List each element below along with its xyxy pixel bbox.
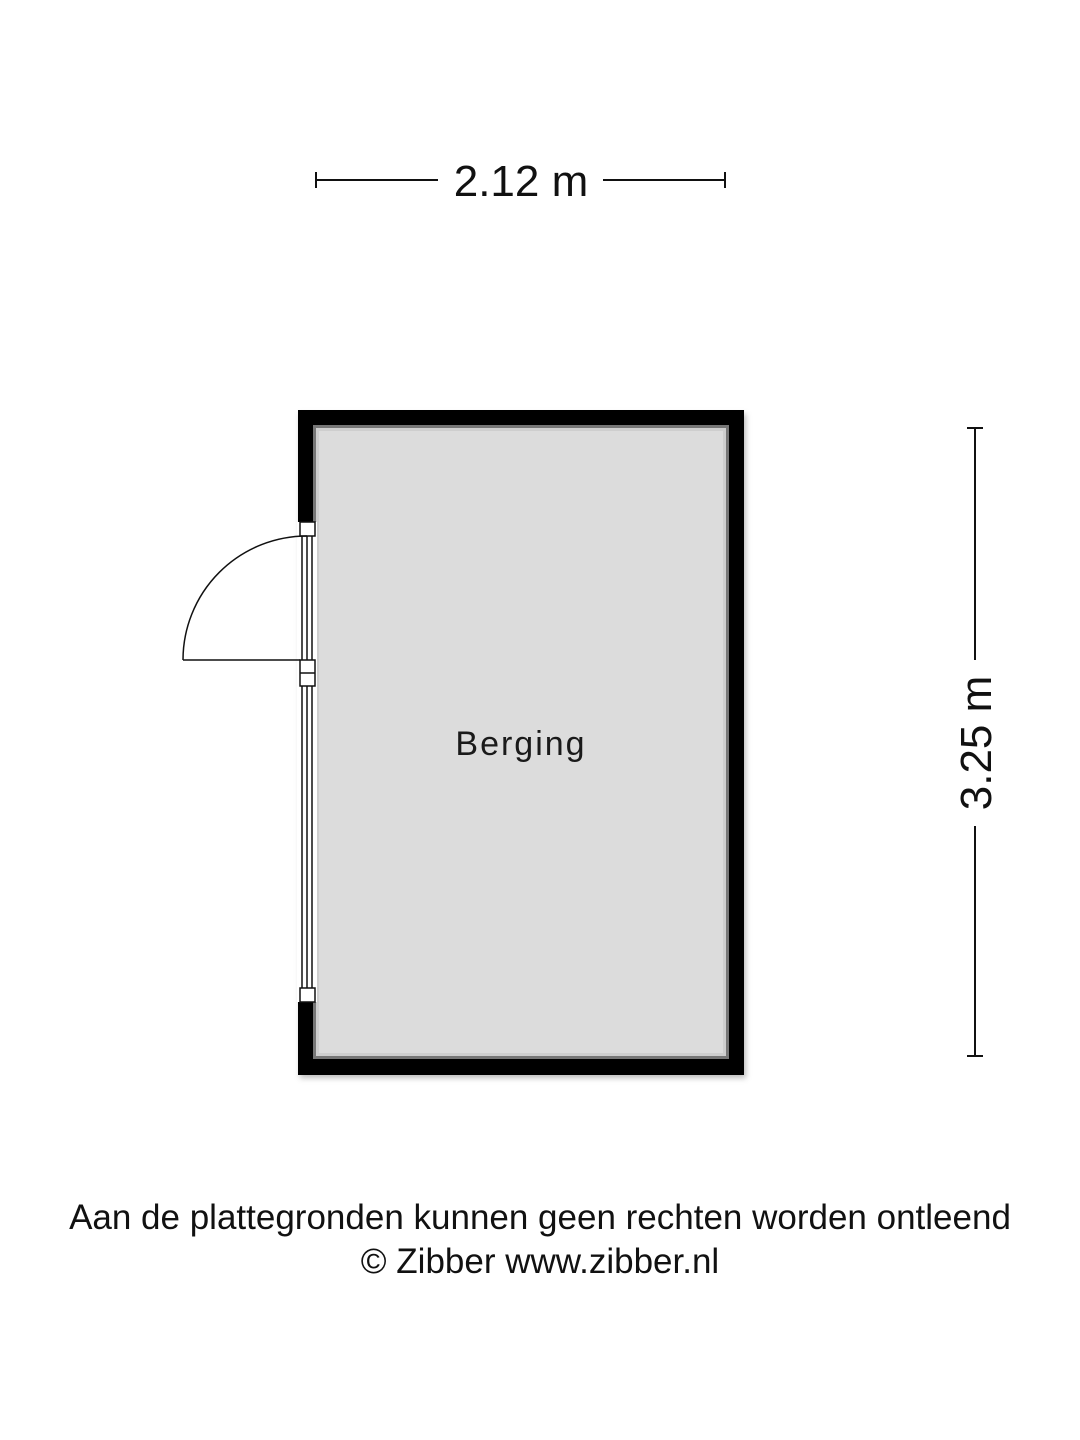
- disclaimer-text: Aan de plattegronden kunnen geen rechten worden ontleend: [69, 1198, 1011, 1237]
- door-leaf: [183, 536, 312, 660]
- depth-dimension: [952, 428, 1001, 1056]
- width-label: 2.12 m: [453, 157, 589, 206]
- copyright-text: © Zibber www.zibber.nl: [360, 1242, 720, 1281]
- door-swing-arc: [183, 536, 307, 660]
- room-berging: [183, 410, 746, 1078]
- depth-label: 3.25 m: [952, 675, 1001, 811]
- width-dimension: [316, 157, 725, 206]
- room-label: Berging: [455, 725, 587, 763]
